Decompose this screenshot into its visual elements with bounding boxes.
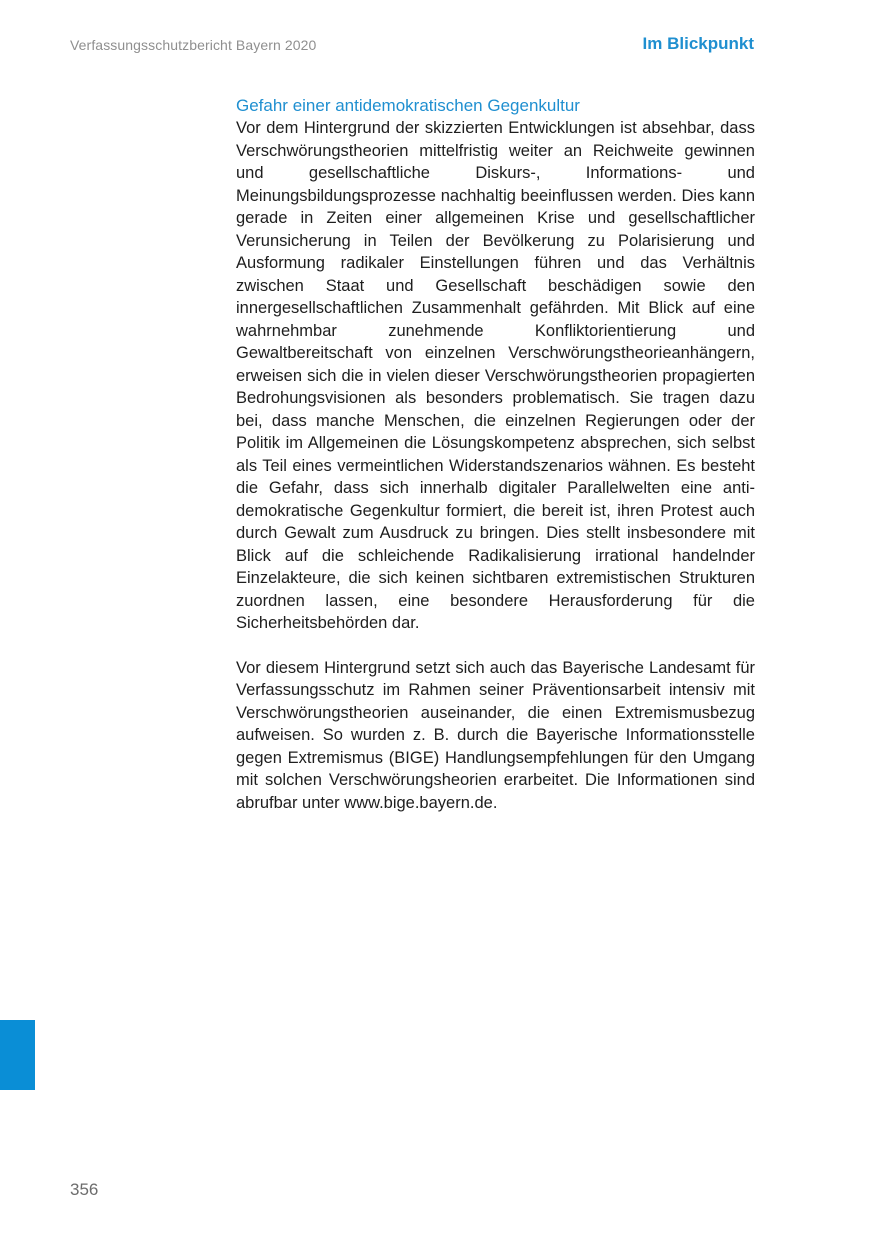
page-number: 356 [70, 1180, 99, 1199]
article-heading: Gefahr einer antidemokratischen Gegenkultur [236, 96, 580, 115]
section-label: Im Blickpunkt [642, 34, 754, 53]
article-paragraph-1: Vor dem Hintergrund der skizzierten Entwicklungen ist absehbar, dass Verschwörungstheorien mittelfristig weiter an Reichweite gewinnen und gesellschaftliche Diskurs-, Informations- und Meinungsbildungsprozesse nachhaltig beeinflussen werden. Dies kann gerade in Zeiten einer allgemeinen Krise und gesellschaftlicher Verunsicherung in Teilen der Bevölkerung zu Polarisierung und Ausformung radikaler Einstellungen führen und das Verhältnis zwischen Staat und Gesellschaft beschädigen sowie den innergesellschaftlichen Zusammenhalt gefährden. Mit Blick auf eine wahrnehmbar zunehmende Konfliktorientierung und Gewaltbereitschaft von einzelnen Verschwörungstheorieanhängern, erweisen sich die in vielen dieser Verschwörungstheorien propagierten Bedrohungsvisionen als besonders problematisch. Sie tragen dazu bei, dass manche Menschen, die einzelnen Regierungen oder der Politik im Allgemeinen die Lösungskompetenz absprechen, sich selbst als Teil eines vermeintlichen Widerstandszenarios wähnen. Es besteht die Gefahr, dass sich innerhalb digitaler Parallelwelten eine antidemokratische Gegenkultur formiert, die bereit ist, ihren Protest auch durch Gewalt zum Ausdruck zu bringen. Dies stellt insbesondere mit Blick auf die schleichende Radikalisierung irrational handelnder Einzelakteure, die sich keinen sichtbaren extremistischen Strukturen zuordnen lassen, eine besondere Herausforderung für die Sicherheitsbehörden dar. [236, 119, 755, 632]
article-paragraph-2: Vor diesem Hintergrund setzt sich auch das Bayerische Landesamt für Verfassungsschutz im Rahmen seiner Präventionsarbeit intensiv mit Verschwörungstheorien auseinander, die einen Extremismusbezug aufweisen. So wurden z. B. durch die Bayerische Informationsstelle gegen Extremismus (BIGE) Handlungsempfehlungen für den Umgang mit solchen Verschwörungsheorien erarbeitet. Die Informationen sind abrufbar unter www.bige.bayern.de. [236, 658, 755, 812]
article [236, 95, 755, 814]
chapter-tab-marker [0, 1020, 35, 1090]
running-title: Verfassungsschutzbericht Bayern 2020 [70, 37, 317, 53]
